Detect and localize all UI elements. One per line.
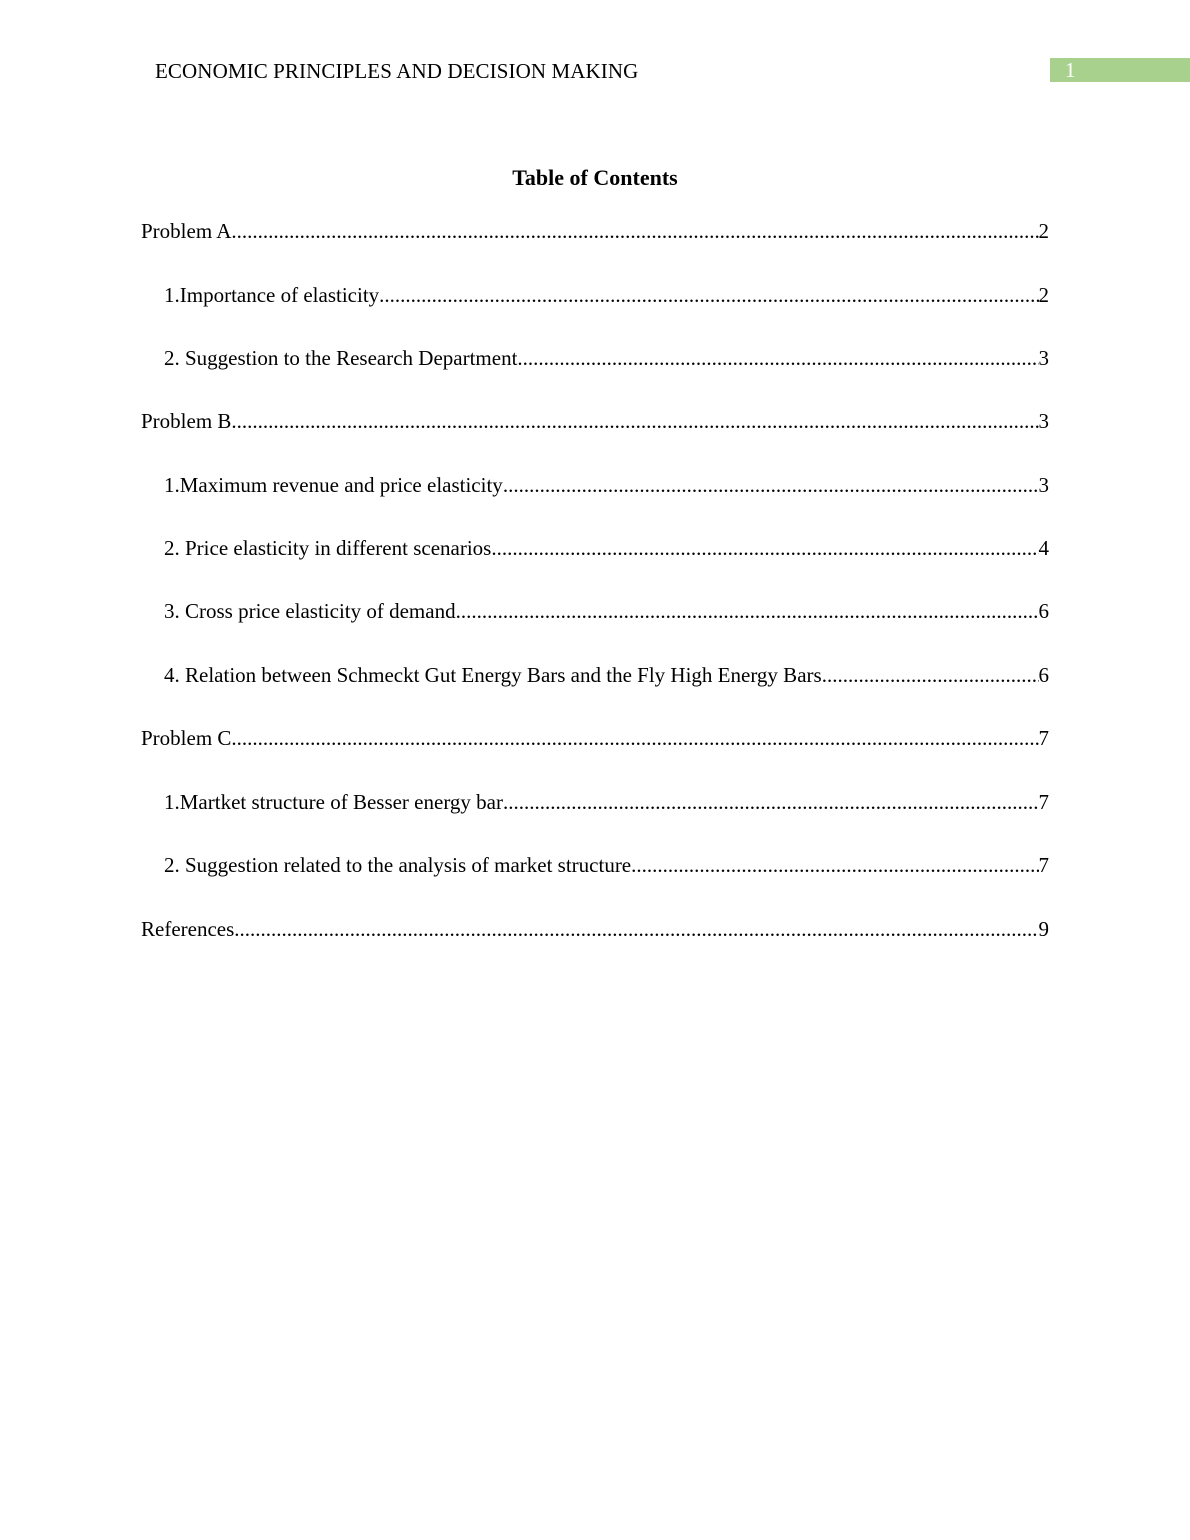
- toc-entry-references[interactable]: [141, 916, 1049, 942]
- toc-entry-page: 7: [1038, 853, 1049, 877]
- toc-entry-page: 7: [1038, 790, 1049, 814]
- toc-dot-leader: [822, 662, 1039, 688]
- toc-entry-market-structure[interactable]: [164, 789, 1049, 815]
- toc-entry-problem-c[interactable]: [141, 725, 1049, 751]
- toc-entry-relation-energy-bars[interactable]: [164, 662, 1049, 688]
- toc-entry-problem-a[interactable]: [141, 218, 1049, 244]
- toc-entry-label: Problem C: [141, 726, 232, 750]
- toc-dot-leader: [234, 916, 1038, 942]
- toc-entry-page: 4: [1038, 536, 1049, 560]
- toc-entry-suggestion-research[interactable]: [164, 345, 1049, 371]
- toc-entry-label: 1.Martket structure of Besser energy bar: [164, 790, 503, 814]
- toc-entry-label: 1.Maximum revenue and price elasticity: [164, 473, 503, 497]
- toc-entry-importance-of-elasticity[interactable]: [164, 282, 1049, 308]
- toc-dot-leader: [231, 408, 1038, 434]
- toc-dot-leader: [503, 789, 1039, 815]
- toc-entry-problem-b[interactable]: [141, 408, 1049, 434]
- page-number: 1: [1065, 58, 1076, 82]
- toc-entry-label: 1.Importance of elasticity: [164, 283, 380, 307]
- toc-dot-leader: [379, 282, 1038, 308]
- running-header-title: ECONOMIC PRINCIPLES AND DECISION MAKING: [155, 59, 639, 83]
- toc-entry-price-elasticity-scenarios[interactable]: [164, 535, 1049, 561]
- toc-entry-label: 2. Suggestion related to the analysis of market structure: [164, 853, 632, 877]
- toc-entry-page: 6: [1038, 599, 1049, 623]
- toc-entry-page: 7: [1038, 726, 1049, 750]
- toc-entry-page: 6: [1038, 663, 1049, 687]
- toc-dot-leader: [491, 535, 1038, 561]
- toc-entry-label: Problem B: [141, 409, 232, 433]
- toc-dot-leader: [456, 598, 1039, 624]
- toc-entry-page: 2: [1038, 283, 1049, 307]
- toc-entry-page: 3: [1038, 409, 1049, 433]
- toc-entry-page: 2: [1038, 219, 1049, 243]
- toc-entry-page: 3: [1038, 473, 1049, 497]
- toc-dot-leader: [503, 472, 1039, 498]
- toc-entry-label: References: [141, 917, 235, 941]
- toc-entry-page: 9: [1038, 917, 1049, 941]
- toc-entry-suggestion-market-structure[interactable]: [164, 852, 1049, 878]
- toc-entry-label: Problem A: [141, 219, 232, 243]
- page-number-badge: [1050, 58, 1190, 82]
- toc-entry-cross-price-elasticity[interactable]: [164, 598, 1049, 624]
- toc-entry-label: 3. Cross price elasticity of demand: [164, 599, 456, 623]
- toc-entry-maximum-revenue[interactable]: [164, 472, 1049, 498]
- toc-dot-leader: [231, 218, 1038, 244]
- toc-entry-label: 2. Price elasticity in different scenarios: [164, 536, 492, 560]
- toc-entry-label: 2. Suggestion to the Research Department: [164, 346, 518, 370]
- toc-entry-label: 4. Relation between Schmeckt Gut Energy Bars and the Fly High Energy Bars: [164, 663, 822, 687]
- toc-dot-leader: [631, 852, 1038, 878]
- toc-dot-leader: [517, 345, 1038, 371]
- toc-entry-page: 3: [1038, 346, 1049, 370]
- toc-dot-leader: [231, 725, 1038, 751]
- toc-title: Table of Contents: [512, 165, 678, 190]
